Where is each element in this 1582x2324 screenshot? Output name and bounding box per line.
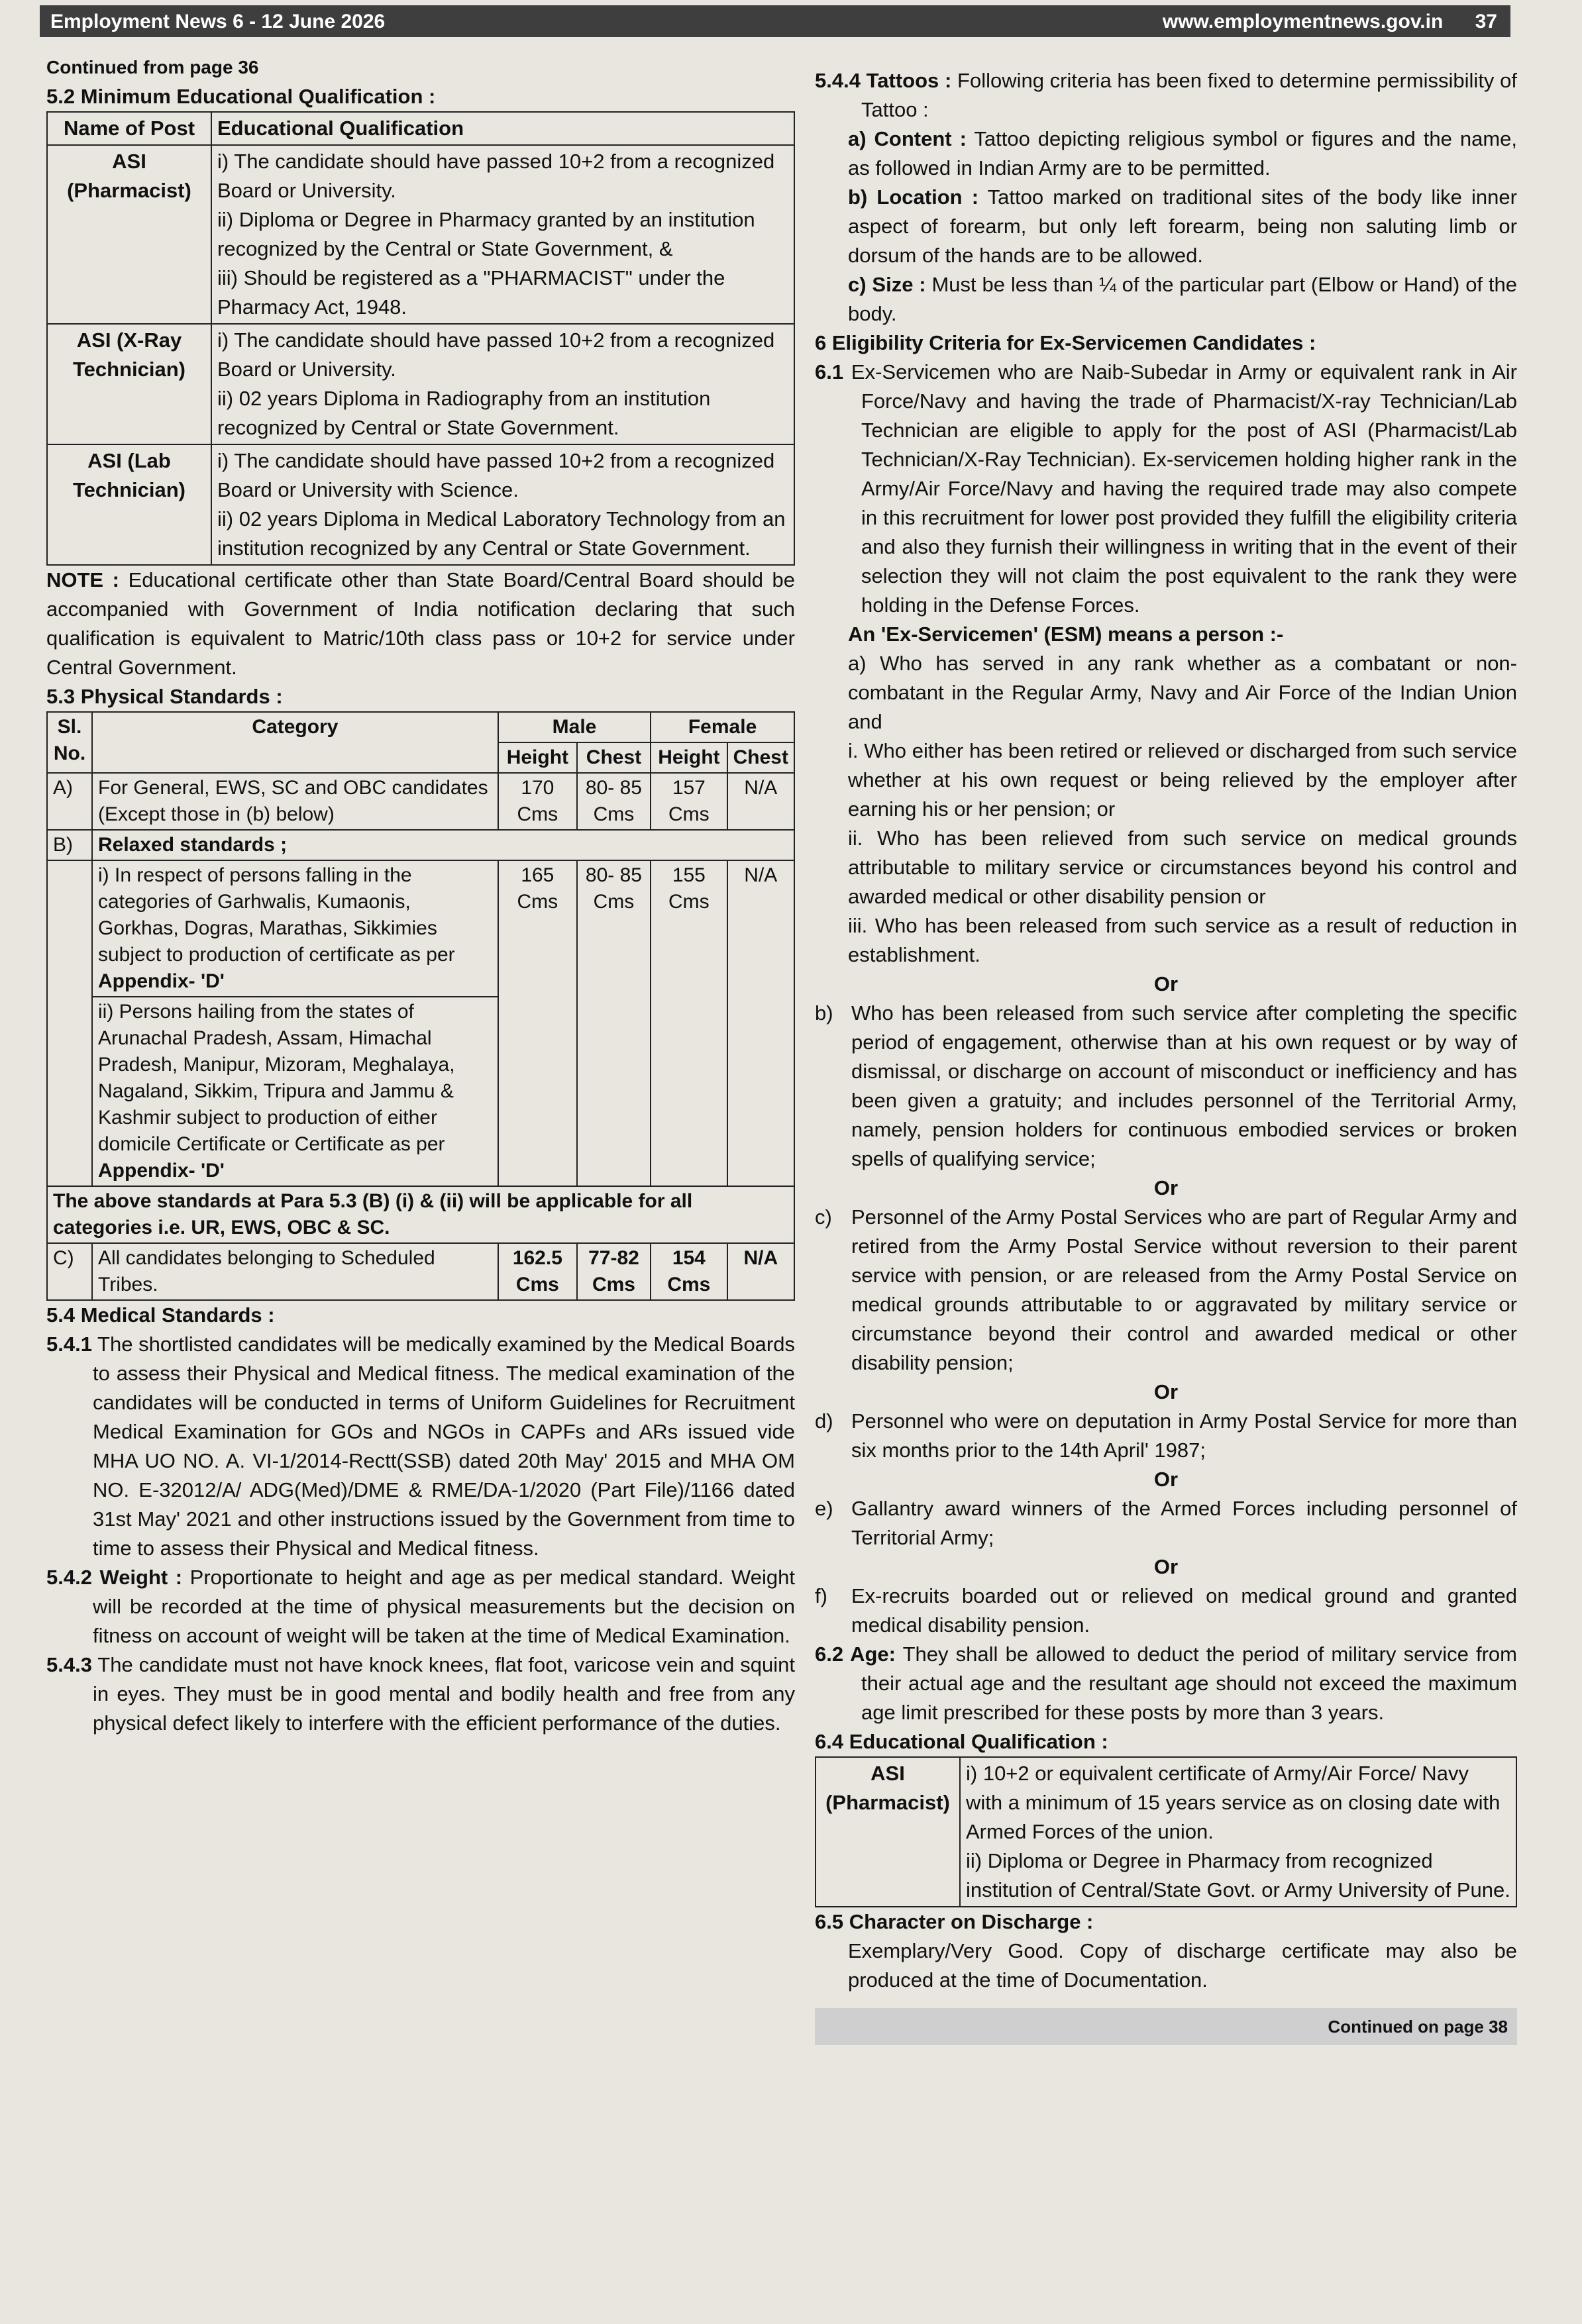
col-header-female: Female <box>651 712 794 742</box>
esm-iii: iii. Who has been released from such service as a result of reduction in establishment. <box>848 914 1517 966</box>
male-chest: 80- 85 Cms <box>577 860 651 1186</box>
applicable-note: The above standards at Para 5.3 (B) (i) & (ii) will be applicable for all categories i.e. UR, EWS, OBC & SC. <box>47 1186 794 1243</box>
or-separator: Or <box>1153 1555 1179 1578</box>
qualification-line: i) The candidate should have passed 10+2 from a recognized Board or University with Science. <box>217 449 775 501</box>
col-header-male: Male <box>498 712 651 742</box>
section-5-4-heading: 5.4 Medical Standards : <box>46 1303 275 1327</box>
section-6-5-heading: 6.5 Character on Discharge : <box>815 1910 1094 1933</box>
male-height: 165 Cms <box>498 860 577 1186</box>
male-height: 170 Cms <box>498 773 577 830</box>
table-header-row <box>47 112 794 145</box>
para-6-5: Exemplary/Very Good. Copy of discharge certificate may also be produced at the time of Documentation. <box>848 1939 1517 1992</box>
esm-d: d) Personnel who were on deputation in Army Postal Service for more than six months prior to the 14th April' 1987; <box>815 1409 1517 1462</box>
col-header-female-height: Height <box>651 742 727 773</box>
or-separator: Or <box>1153 1380 1179 1403</box>
table-row <box>47 1186 794 1243</box>
table-row <box>47 444 794 565</box>
continued-on: Continued on page 38 <box>815 2008 1517 2045</box>
col-header-post: Name of Post <box>47 112 211 145</box>
section-6-heading: 6 Eligibility Criteria for Ex-Servicemen Candidates : <box>815 331 1316 354</box>
header-url[interactable]: www.employmentnews.gov.in <box>1162 11 1444 32</box>
female-height: 155 Cms <box>651 860 727 1186</box>
tattoo-location: b) Location : Tattoo marked on traditional sites of the body like inner aspect of forearm, but only left forearm, being non saluting limb or dorsum of the hands are to be allowed. <box>848 185 1517 267</box>
female-chest: N/A <box>727 773 794 830</box>
table-row <box>47 830 794 860</box>
esm-f: f) Ex-recruits boarded out or relieved on medical ground and granted medical disability pension. <box>815 1584 1517 1637</box>
row-sl: C) <box>47 1243 92 1300</box>
qualification-line: i) The candidate should have passed 10+2 from a recognized Board or University. <box>217 150 775 202</box>
para-5-4-4: 5.4.4 Tattoos : Following criteria has been fixed to determine permissibility of Tattoo : <box>815 69 1517 121</box>
para-5-4-3: 5.4.3 The candidate must not have knock knees, flat foot, varicose vein and squint in eyes. They must be in good mental and bodily health and free from any physical defect likely to interfere with the efficient performance of the duties. <box>46 1653 795 1735</box>
section-6-4-heading: 6.4 Educational Qualification : <box>815 1730 1108 1753</box>
female-height: 154 Cms <box>651 1243 727 1300</box>
post-name: ASI (Pharmacist) <box>816 1757 960 1907</box>
qualification-line: i) 10+2 or equivalent certificate of Army/Air Force/ Navy with a minimum of 15 years service as on closing date with Armed Forces of the union. <box>966 1762 1501 1843</box>
table-row <box>47 145 794 324</box>
qualification-line: i) The candidate should have passed 10+2 from a recognized Board or University. <box>217 328 775 381</box>
or-separator: Or <box>1153 972 1179 995</box>
para-5-4-2: 5.4.2 Weight : Proportionate to height and age as per medical standard. Weight will be recorded at the time of physical measurements but the decision on fitness on account of weight will be taken at the time of Medical Examination. <box>46 1566 795 1647</box>
col-header-male-height: Height <box>498 742 577 773</box>
para-6-1: 6.1 Ex-Servicemen who are Naib-Subedar in Army or equivalent rank in Air Force/Navy and having the trade of Pharmacist/X-ray Technician/Lab Technician are eligible to apply for the post of ASI (Pharmacist/Lab Technician/X-Ray Technician). Ex-servicemen holding higher rank in the Army/Air Force/Navy and having the required trade may also compete in this recruitment for lower post provided they fulfill the eligibility criteria and also they furnish their willingness in writing that in the event of their selection they will not claim the post equivalent to the rank they were holding in the Defense Forces. <box>815 360 1517 617</box>
table-row <box>47 324 794 444</box>
row-sl: A) <box>47 773 92 830</box>
row-category: For General, EWS, SC and OBC candidates (Except those in (b) below) <box>92 773 498 830</box>
qualification-line: ii) Diploma or Degree in Pharmacy granted by an institution recognized by the Central or State Government, & <box>217 208 755 260</box>
qualification-line: iii) Should be registered as a "PHARMACIST" under the Pharmacy Act, 1948. <box>217 266 725 319</box>
table-row <box>47 860 794 997</box>
female-chest: N/A <box>727 860 794 1186</box>
section-5-2-heading: 5.2 Minimum Educational Qualification : <box>46 85 436 108</box>
left-column <box>46 53 795 1738</box>
male-chest: 77-82 Cms <box>577 1243 651 1300</box>
post-name: ASI (X-Ray Technician) <box>47 324 211 444</box>
row-category: i) In respect of persons falling in the categories of Garhwalis, Kumaonis, Gorkhas, Dogras, Marathas, Sikkimies subject to production of certificate as per Appendix- 'D' <box>92 860 498 997</box>
female-chest: N/A <box>727 1243 794 1300</box>
col-header-female-chest: Chest <box>727 742 794 773</box>
table-row <box>47 1243 794 1300</box>
esm-b: b) Who has been released from such service after completing the specific period of engagement, otherwise than at his own request or by way of dismissal, or discharge on account of misconduct or inefficiency and has been given a gratuity; and includes personnel of the Territorial Army, namely, pension holders for continuous embodied services or broken spells of qualifying service; <box>815 1001 1517 1170</box>
row-category: Relaxed standards ; <box>92 830 794 860</box>
note-label: NOTE : <box>46 568 120 591</box>
table-row <box>816 1757 1516 1907</box>
col-header-category: Category <box>92 712 498 773</box>
qualification-line: ii) Diploma or Degree in Pharmacy from recognized institution of Central/State Govt. or Army University of Pune. <box>966 1849 1510 1901</box>
para-6-2: 6.2 Age: They shall be allowed to deduct the period of military service from their actual age and the resultant age should not exceed the maximum age limit prescribed for these posts by more than 3 years. <box>815 1642 1517 1724</box>
qualification-line: ii) 02 years Diploma in Medical Laboratory Technology from an institution recognized by any Central or State Government. <box>217 507 786 560</box>
table-row <box>47 773 794 830</box>
header-title: Employment News 6 - 12 June 2026 <box>50 11 386 32</box>
note-text: Educational certificate other than State Board/Central Board should be accompanied with Government of India notification declaring that such qualification is equivalent to Matric/10th class pass or 10+2 for service under Central Government. <box>46 568 795 679</box>
qualification-line: ii) 02 years Diploma in Radiography from an institution recognized by Central or State Government. <box>217 387 711 439</box>
esm-i: i. Who either has been retired or relieved or discharged from such service whether at his own request or being relieved by the employer after earning his or her pension; or <box>848 739 1517 821</box>
section-5-3-heading: 5.3 Physical Standards : <box>46 685 283 708</box>
male-height: 162.5 Cms <box>498 1243 577 1300</box>
qualification-table <box>46 111 795 566</box>
esm-a: a) Who has served in any rank whether as a combatant or non-combatant in the Regular Army, Navy and Air Force of the Indian Union and <box>848 652 1517 733</box>
page-header <box>40 5 1510 37</box>
esm-c: c) Personnel of the Army Postal Services who are part of Regular Army and retired from the Army Postal Service without reversion to their parent service with pension, or are released from the Army Postal Service on medical grounds attributable to or aggravated by military service or circumstance beyond their control and awarded medical or other disability pension; <box>815 1205 1517 1374</box>
tattoo-content: a) Content : Tattoo depicting religious symbol or figures and the name, as followed in Indian Army are to be permitted. <box>848 127 1517 179</box>
post-name: ASI (Lab Technician) <box>47 444 211 565</box>
post-name: ASI (Pharmacist) <box>47 145 211 324</box>
male-chest: 80- 85 Cms <box>577 773 651 830</box>
page-number: 37 <box>1475 11 1497 32</box>
or-separator: Or <box>1153 1468 1179 1491</box>
female-height: 157 Cms <box>651 773 727 830</box>
newspaper-page <box>33 0 1517 2324</box>
tattoo-size: c) Size : Must be less than ¼ of the particular part (Elbow or Hand) of the body. <box>848 273 1517 325</box>
col-header-qualification: Educational Qualification <box>211 112 794 145</box>
continued-from: Continued from page 36 <box>46 57 259 77</box>
col-header-sl: Sl. No. <box>47 712 92 773</box>
row-sl: B) <box>47 830 92 860</box>
row-category: All candidates belonging to Scheduled Tribes. <box>92 1243 498 1300</box>
note-paragraph <box>46 566 795 682</box>
para-5-4-1: 5.4.1 The shortlisted candidates will be medically examined by the Medical Boards to assess their Physical and Medical fitness. The medical examination of the candidates will be conducted in terms of Uniform Guidelines for Recruitment Medical Examination for GOs and NGOs in CAPFs and ARs issued vide MHA UO NO. A. VI-1/2014-Rectt(SSB) dated 20th May' 2015 and MHA OM NO. E-32012/A/ ADG(Med)/DME & RME/DA-1/2020 (Part File)/1166 dated 31st May' 2021 and other instructions issued by the Government from time to time to assess their Physical and Medical fitness. <box>46 1333 795 1560</box>
esm-qualification-table <box>815 1756 1517 1907</box>
physical-standards-table <box>46 711 795 1301</box>
row-category: ii) Persons hailing from the states of Arunachal Pradesh, Assam, Himachal Pradesh, Manipur, Mizoram, Meghalaya, Nagaland, Sikkim, Tripura and Jammu & Kashmir subject to production of either domicile Certificate or Certificate as per Appendix- 'D' <box>92 997 498 1186</box>
right-column <box>815 66 1517 2045</box>
or-separator: Or <box>1153 1176 1179 1199</box>
esm-heading: An 'Ex-Servicemen' (ESM) means a person :- <box>848 623 1284 646</box>
esm-e: e) Gallantry award winners of the Armed Forces including personnel of Territorial Army; <box>815 1497 1517 1549</box>
col-header-male-chest: Chest <box>577 742 651 773</box>
esm-ii: ii. Who has been relieved from such service on medical grounds attributable to military service or circumstances beyond his control and awarded medical or other disability pension or <box>848 827 1517 908</box>
